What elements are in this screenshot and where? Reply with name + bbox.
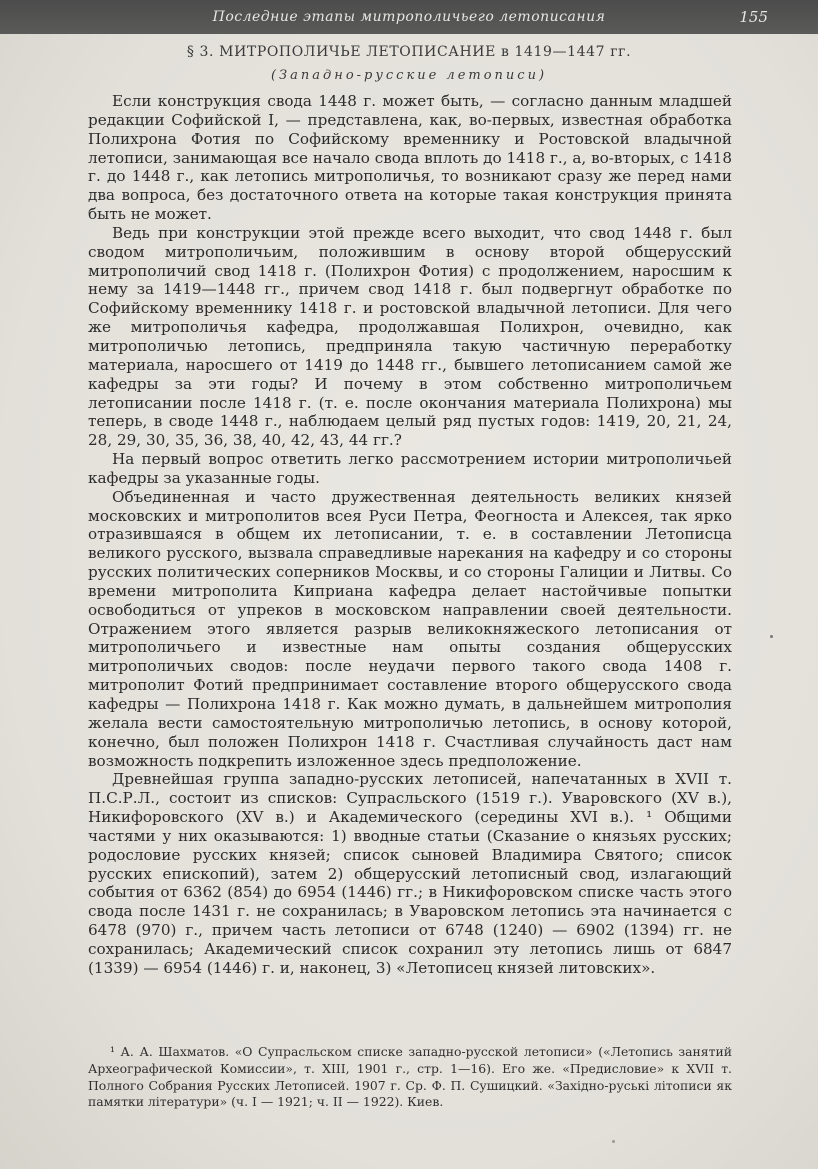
section-subtitle: (Западно-русские летописи) (270, 68, 548, 83)
footnote-1: ¹ А. А. Шахматов. «О Супрасльском списке западно-русской летописи» («Летопись занятий Археографической Комиссии», т. XIII, 1901 г., стр. 1—16). Его же. «Предисловие» к XVII т. Полного Собрания Русских Летописей. 1907 г. Ср. Ф. П. Сушицкий. «Західно-руські літописи як памятки літератури» (ч. I — 1921; ч. II — 1922). Киев. (88, 1044, 732, 1110)
running-head: Последние этапы митрополичьего летописания (212, 9, 606, 25)
paragraph-5: Древнейшая группа западно-русских летописей, напечатанных в XVII т. П.С.Р.Л., состоит из списков: Супрасльского (1519 г.). Уваровского (XV в.), Никифоровского (XV в.) и Академического (середины XVI в.). ¹ Общими частями у них оказываются: 1) вводные статьи (Сказание о князьях русских; родословие русских князей; список сыновей Владимира Святого; список русских епископий), затем 2) общерусский летописный свод, излагающий события от 6362 (854) до 6954 (1446) гг.; в Никифоровском списке часть этого свода после 1431 г. не сохранилась; в Уваровском летопись эта начинается с 6478 (970) г., причем часть летописи от 6748 (1240) — 6902 (1394) гг. не сохранилась; Академический список сохранил эту летопись лишь от 6847 (1339) — 6954 (1446) г. и, наконец, 3) «Летописец князей литовских». (88, 770, 732, 977)
footnotes (88, 1044, 732, 1111)
section-title: § 3. МИТРОПОЛИЧЬЕ ЛЕТОПИСАНИЕ в 1419—1447 гг. (186, 44, 632, 60)
paper-speck (770, 635, 773, 638)
paragraph-2: Ведь при конструкции этой прежде всего выходит, что свод 1448 г. был сводом митрополичьим, положившим в основу второй общерусский митрополичий свод 1418 г. (Полихрон Фотия) с продолжением, наросшим к нему за 1419—1448 гг., причем свод 1418 г. был подвергнут обработке по Софийскому временнику 1418 г. и ростовской владычной летописи. Для чего же митрополичья кафедра, продолжавшая Полихрон, очевидно, как митрополичью летопись, предприняла такую частичную переработку материала, наросшего от 1419 до 1448 гг., бывшего летописанием самой же кафедры за эти годы? И почему в этом собственно митрополичьем летописании после 1418 г. (т. е. после окончания материала Полихрона) мы теперь, в своде 1448 г., наблюдаем целый ряд пустых годов: 1419, 20, 21, 24, 28, 29, 30, 35, 36, 38, 40, 42, 43, 44 гг.? (88, 223, 732, 450)
paragraph-1: Если конструкция свода 1448 г. может быть, — согласно данным младшей редакции Софийской I, — представлена, как, во-первых, известная обработка Полихрона Фотия по Софийскому временнику и Ростовской владычной летописи, занимающая все начало свода вплоть до 1418 г., а, во-вторых, с 1418 г. до 1448 г., как летопись митрополичья, то возникают сразу же перед нами два вопроса, без достаточного ответа на которые такая конструкция принята быть не может. (88, 92, 733, 224)
page-number: 155 (739, 8, 768, 26)
paragraph-4: Объединенная и часто дружественная деятельность великих князей московских и митрополитов всея Руси Петра, Феогноста и Алексея, так ярко отразившаяся в общем их летописании, т. е. в составлении Летописца великого русского, вызвала справедливые нарекания на кафедру и со стороны русских политических соперников Москвы, и со стороны Галиции и Литвы. Со времени митрополита Киприана кафедра делает настойчивые попытки освободиться от упреков в московском направлении своей деятельности. Отражением этого является разрыв великокняжеского летописания от митрополичьего и известные нам опыты создания общерусских митрополичьих сводов: после неудачи первого такого свода 1408 г. митрополит Фотий предпринимает составление второго общерусского свода кафедры — Полихрона 1418 г. Как можно думать, в дальнейшем митрополия желала вести самостоятельную митрополичью летопись, в основу которой, конечно, был положен Полихрон 1418 г. Счастливая случайность даст нам возможность подкрепить изложенное здесь предположение. (88, 487, 732, 770)
paper-speck (612, 1140, 615, 1143)
body-text (88, 92, 732, 978)
paragraph-3: На первый вопрос ответить легко рассмотрением истории митрополичьей кафедры за указанные годы. (88, 450, 732, 487)
